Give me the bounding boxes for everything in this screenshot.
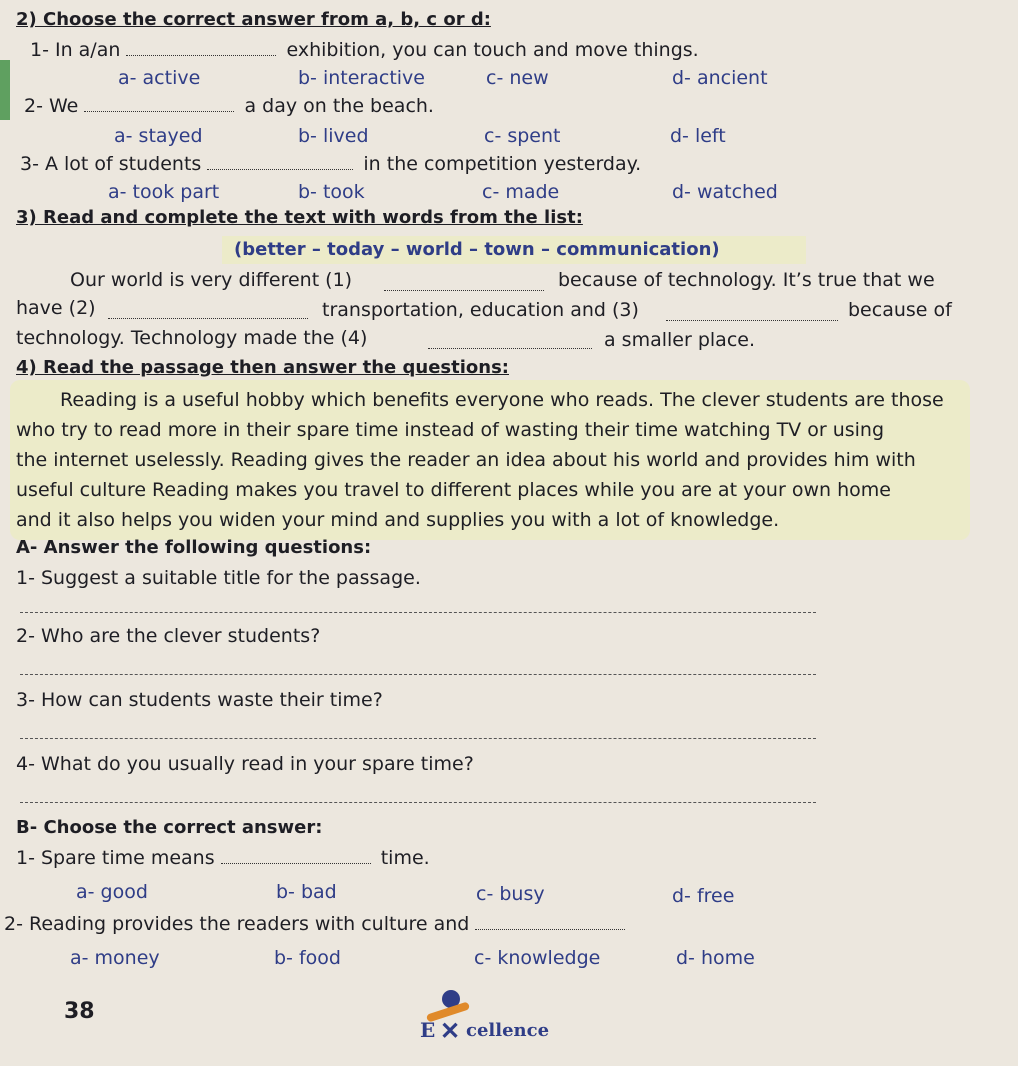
q2-option-b[interactable]: b- lived bbox=[298, 125, 369, 147]
q2-option-a[interactable]: a- stayed bbox=[114, 125, 203, 147]
cloze-blank-4[interactable] bbox=[428, 334, 592, 349]
q2-option-c[interactable]: c- spent bbox=[484, 125, 561, 147]
excellence-logo bbox=[420, 988, 580, 1050]
part-a-question-4: 4- What do you usually read in your spare time? bbox=[16, 753, 474, 775]
cloze-blank-1[interactable] bbox=[384, 276, 544, 291]
q3-option-a[interactable]: a- took part bbox=[108, 181, 220, 203]
q3-option-b[interactable]: b- took bbox=[298, 181, 365, 203]
part-b-heading: B- Choose the correct answer: bbox=[16, 817, 323, 838]
q3-suffix: in the competition yesterday. bbox=[363, 153, 642, 175]
part-b-q1-option-c[interactable]: c- busy bbox=[476, 883, 545, 905]
logo-wordmark: cellence bbox=[466, 1020, 550, 1041]
q1-prefix: 1- In a/an bbox=[30, 39, 121, 61]
part-a-question-2: 2- Who are the clever students? bbox=[16, 625, 321, 647]
q3-option-c[interactable]: c- made bbox=[482, 181, 560, 203]
q1-stem bbox=[30, 38, 699, 62]
part-a-question-3: 3- How can students waste their time? bbox=[16, 689, 383, 711]
passage-line-2: who try to read more in their spare time instead of wasting their time watching TV or using bbox=[16, 419, 885, 441]
passage-line-4: useful culture Reading makes you travel to different places while you are at your own home bbox=[16, 479, 891, 501]
passage-line-3: the internet uselessly. Reading gives the reader an idea about his world and provides him with bbox=[16, 449, 916, 471]
cloze-line-3b: a smaller place. bbox=[604, 329, 755, 351]
part-b-q1-stem bbox=[16, 846, 430, 870]
passage-line-5: and it also helps you widen your mind and supplies you with a lot of knowledge. bbox=[16, 509, 780, 531]
answer-line-2[interactable] bbox=[20, 674, 816, 675]
part-b-q1-option-d[interactable]: d- free bbox=[672, 885, 735, 907]
cloze-line-2a: have (2) bbox=[16, 297, 96, 319]
q2-suffix: a day on the beach. bbox=[244, 95, 434, 117]
q2-stem bbox=[24, 94, 434, 118]
part-b-q1-prefix: 1- Spare time means bbox=[16, 847, 215, 869]
cloze-line-1b: because of technology. It’s true that we bbox=[558, 269, 935, 291]
part-b-q2-blank[interactable] bbox=[475, 915, 625, 930]
section-4-heading: 4) Read the passage then answer the questions: bbox=[16, 357, 509, 378]
logo-letter: E bbox=[420, 1018, 436, 1042]
q2-option-d[interactable]: d- left bbox=[670, 125, 726, 147]
page-number: 38 bbox=[64, 999, 95, 1024]
q3-stem bbox=[20, 152, 641, 176]
q1-option-b[interactable]: b- interactive bbox=[298, 67, 425, 89]
answer-line-3[interactable] bbox=[20, 738, 816, 739]
q3-prefix: 3- A lot of students bbox=[20, 153, 202, 175]
part-b-q1-option-b[interactable]: b- bad bbox=[276, 881, 337, 903]
q1-option-c[interactable]: c- new bbox=[486, 67, 549, 89]
part-b-q2-prefix: 2- Reading provides the readers with culture and bbox=[4, 913, 470, 935]
q1-suffix: exhibition, you can touch and move things. bbox=[286, 39, 699, 61]
answer-line-4[interactable] bbox=[20, 802, 816, 803]
word-list: (better – today – world – town – communication) bbox=[234, 239, 720, 260]
part-a-question-1: 1- Suggest a suitable title for the passage. bbox=[16, 567, 421, 589]
part-b-q2-option-d[interactable]: d- home bbox=[676, 947, 755, 969]
answer-line-1[interactable] bbox=[20, 612, 816, 613]
q3-option-d[interactable]: d- watched bbox=[672, 181, 778, 203]
part-b-q2-option-c[interactable]: c- knowledge bbox=[474, 947, 601, 969]
part-a-heading: A- Answer the following questions: bbox=[16, 537, 372, 558]
q2-blank[interactable] bbox=[84, 97, 234, 112]
cloze-line-2b: transportation, education and (3) bbox=[322, 299, 639, 321]
passage-line-1: Reading is a useful hobby which benefits everyone who reads. The clever students are those bbox=[60, 389, 944, 411]
q1-option-d[interactable]: d- ancient bbox=[672, 67, 768, 89]
part-b-q1-option-a[interactable]: a- good bbox=[76, 881, 148, 903]
section-3-heading: 3) Read and complete the text with words from the list: bbox=[16, 207, 583, 228]
part-b-q2-option-a[interactable]: a- money bbox=[70, 947, 160, 969]
q2-prefix: 2- We bbox=[24, 95, 79, 117]
part-b-q1-blank[interactable] bbox=[221, 849, 371, 864]
cloze-blank-3[interactable] bbox=[666, 306, 838, 321]
q1-blank[interactable] bbox=[126, 41, 276, 56]
q3-blank[interactable] bbox=[207, 155, 353, 170]
q1-option-a[interactable]: a- active bbox=[118, 67, 201, 89]
part-b-q1-suffix: time. bbox=[380, 847, 430, 869]
cloze-line-3a: technology. Technology made the (4) bbox=[16, 327, 368, 349]
section-2-heading: 2) Choose the correct answer from a, b, c or d: bbox=[16, 9, 491, 30]
cloze-line-1a: Our world is very different (1) bbox=[70, 269, 353, 291]
page-edge-decoration bbox=[0, 60, 10, 120]
part-b-q2-option-b[interactable]: b- food bbox=[274, 947, 341, 969]
part-b-q2-stem bbox=[4, 912, 625, 936]
cloze-blank-2[interactable] bbox=[108, 304, 308, 319]
cloze-line-2c: because of bbox=[848, 299, 952, 321]
logo-x-icon: ✕ bbox=[440, 1016, 461, 1045]
